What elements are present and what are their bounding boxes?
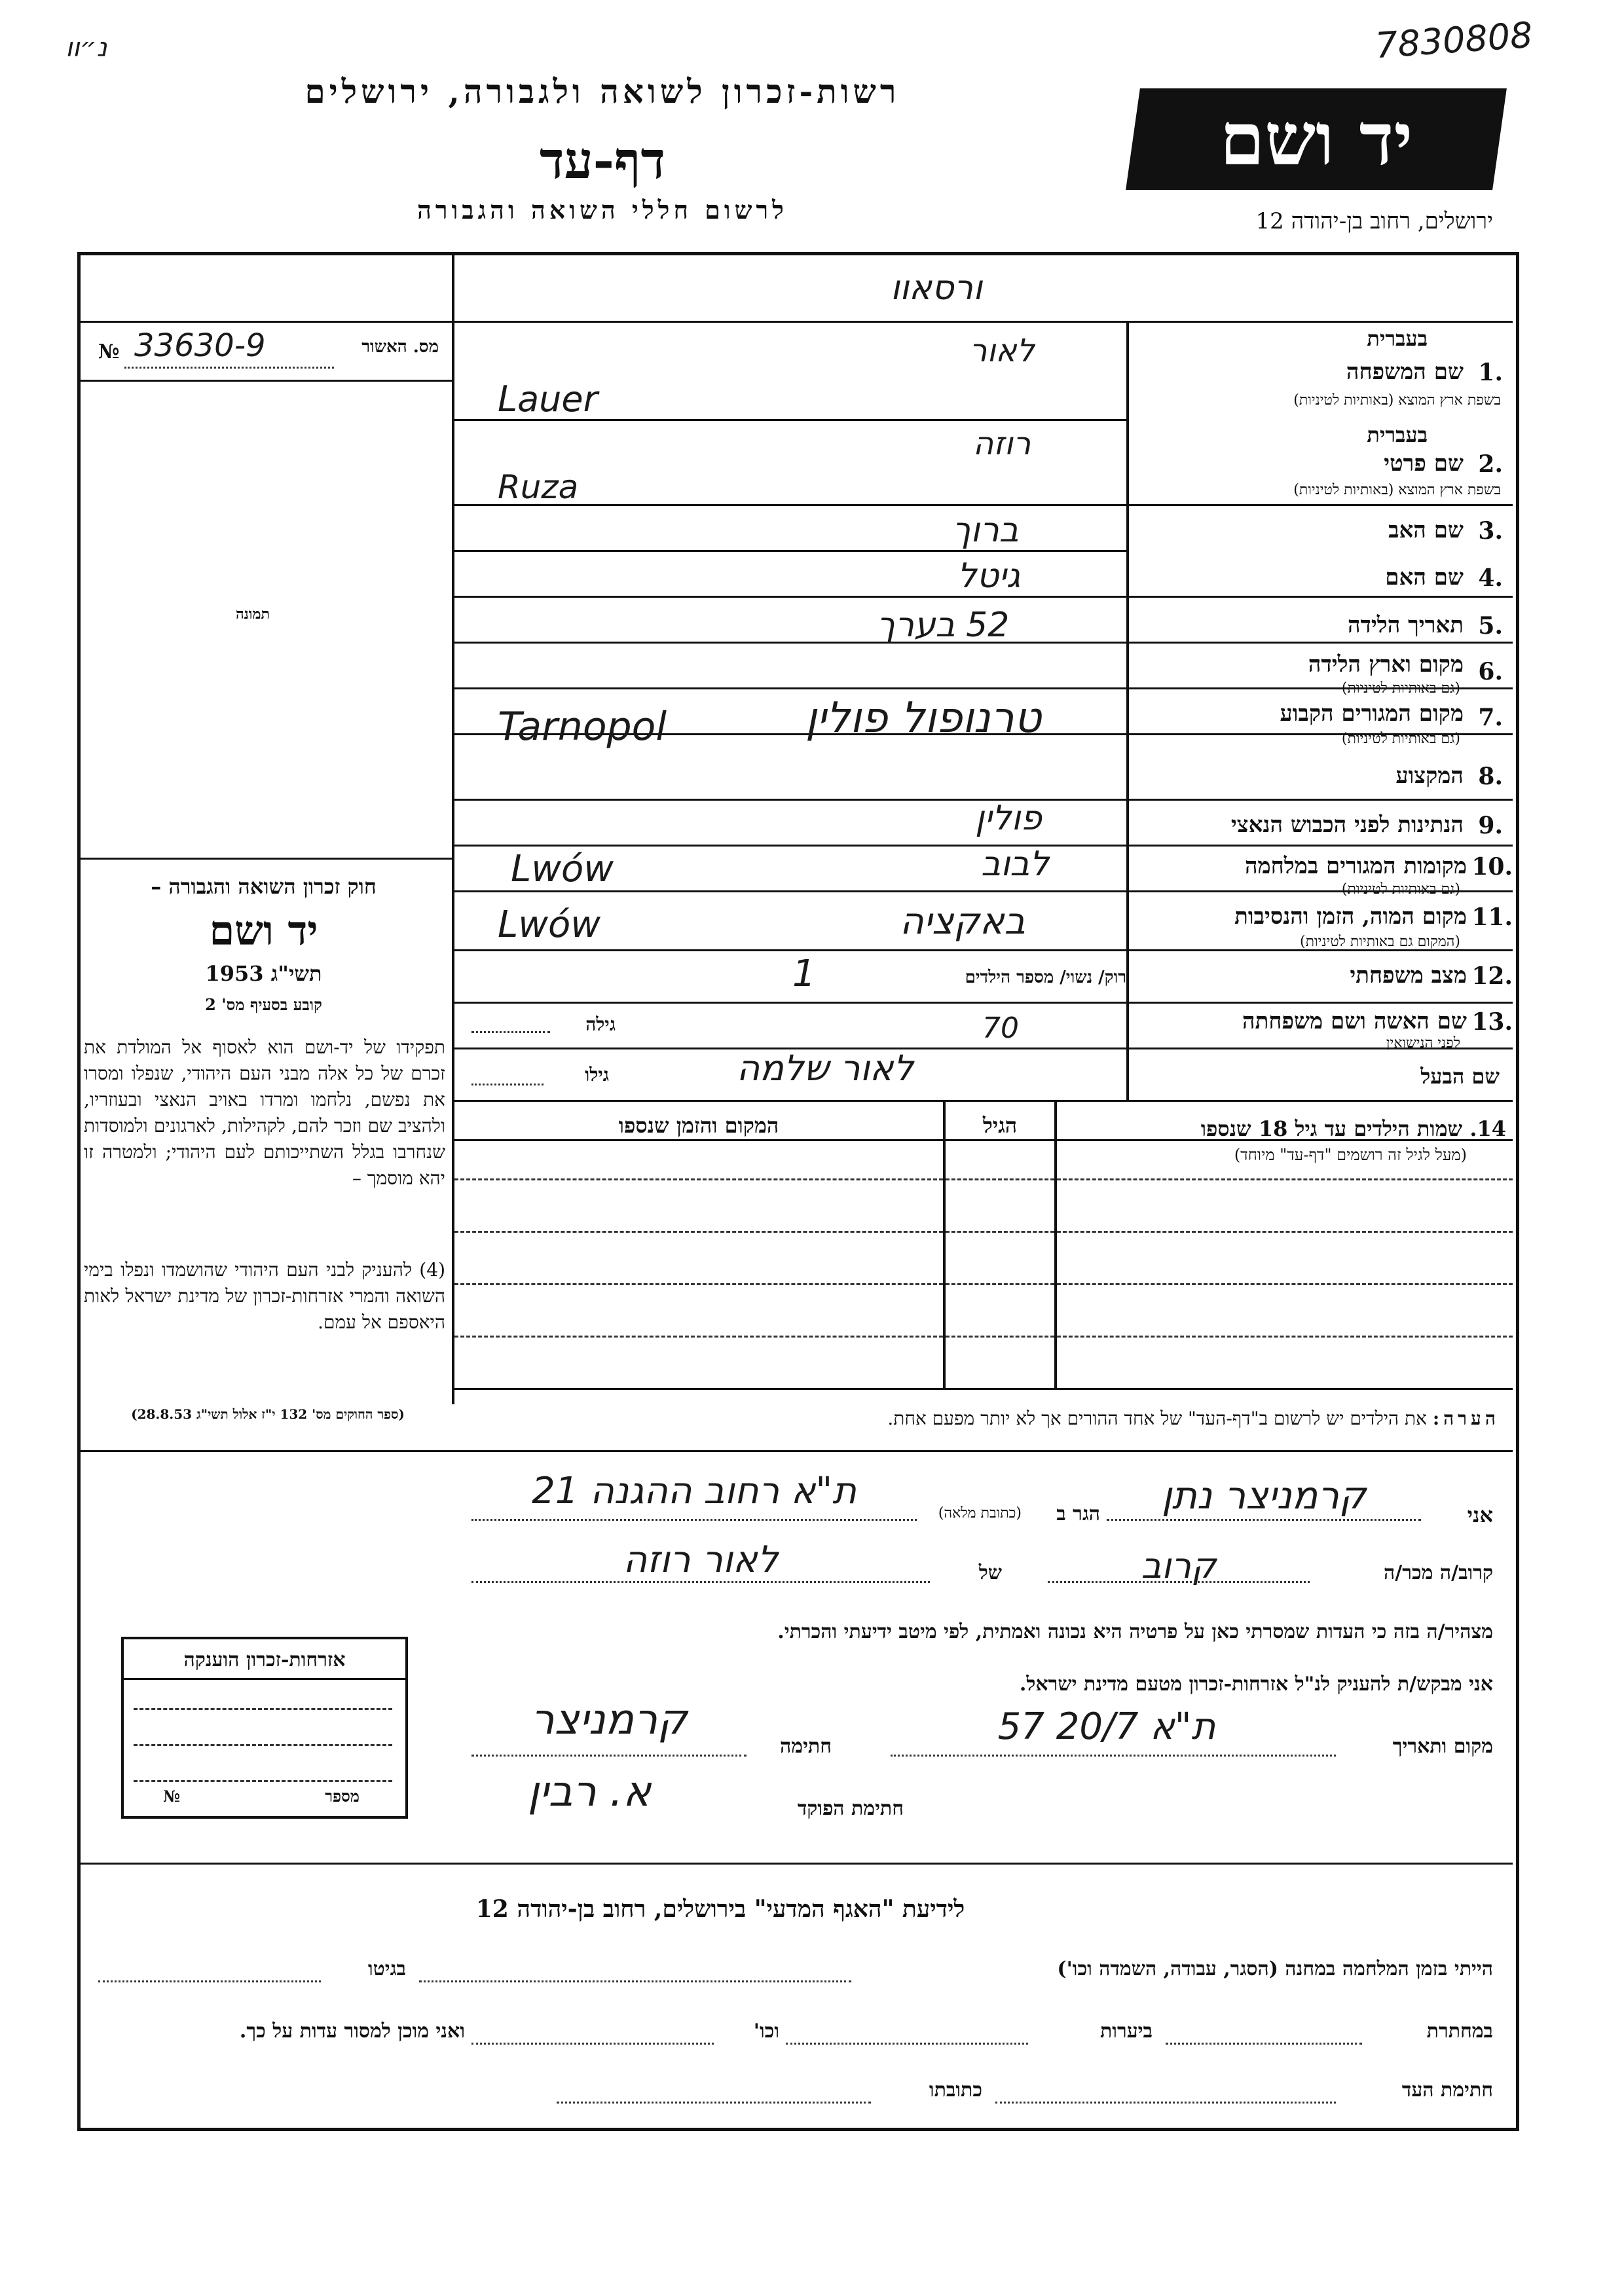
birth-date: 52 בערך <box>876 606 1010 645</box>
field-num-11: 11. <box>1471 903 1513 931</box>
label-wife-name: שם האשה ושם משפחתה <box>1242 1008 1467 1034</box>
official-signature-value: א. רבין <box>527 1768 652 1816</box>
husband-name: לאור שלמה <box>736 1048 914 1089</box>
decl-statement: מצהיר/ה בזה כי העדות שמסרתי כאן על פרטיה היא נכונה ואמתית, לפי מיטב ידיעתי והכרתי. <box>777 1620 1493 1643</box>
sub-birth-place: (גם באותיות לטיניות) <box>1341 680 1460 697</box>
signature-label: חתימה <box>780 1735 832 1758</box>
approval-label: מס. האשור <box>361 337 439 357</box>
logo-text: יד ושם <box>1219 97 1413 181</box>
label-father-name: שם האב <box>1388 517 1464 543</box>
sub-family-name: בשפת ארץ המוצא (באותיות לטיניות) <box>1293 392 1501 409</box>
bottom-line2-c: וכו' <box>753 2020 779 2043</box>
label-birth-date: תאריך הלידה <box>1347 612 1464 638</box>
approval-number: 33630-9 <box>134 327 266 364</box>
signature-value: קרמניצר <box>530 1696 688 1744</box>
decl-lives-value: ת"א רחוב ההגנה 21 <box>532 1470 857 1512</box>
label-marital-status: מצב משפחתי <box>1350 962 1467 989</box>
children-col-age: הגיל <box>982 1113 1018 1138</box>
law-title: חוק זכרון השואה והגבורה – <box>151 874 377 899</box>
field-num-9: 9. <box>1478 812 1503 839</box>
children-col-place: המקום והזמן שנספו <box>618 1113 779 1138</box>
bottom-line2-a: במחתרת <box>1426 2020 1493 2043</box>
address: ירושלים, רחוב בן-יהודה 12 <box>1255 208 1493 234</box>
decl-i-value: קרמניצר נתן <box>1161 1473 1367 1518</box>
children-sub: (מעל לגיל זה רושמים "דף-עד" מיוחד) <box>1234 1146 1467 1164</box>
sub-residence: (גם באותיות לטיניות) <box>1341 731 1460 747</box>
field-num-6: 6. <box>1478 658 1503 685</box>
decl-relative-label: קרוב/ה מכר/ה <box>1384 1561 1493 1584</box>
children-count: 1 <box>792 953 816 995</box>
lang-hebrew-1: בעברית <box>1367 326 1428 351</box>
bottom-line1-b: בגיטו <box>367 1958 406 1980</box>
sub-first-name: בשפת ארץ המוצא (באותיות לטיניות) <box>1293 482 1501 498</box>
archive-number: 7830808 <box>1374 14 1534 67</box>
law-text-2: (4) להעניק לבני העם היהודי שהושמדו ונפלו בימי השואה והמרי אזרחות-זכרון של מדינת ישראל לאות היאספם אל עמם. <box>84 1259 445 1333</box>
field-num-5: 5. <box>1478 612 1503 640</box>
law-name: יד ושם <box>209 907 318 955</box>
wife-age: 70 <box>982 1011 1019 1045</box>
family-name-latin: Lauer <box>498 378 598 420</box>
form-frame <box>77 252 1519 2131</box>
bottom-line1-a: הייתי בזמן המלחמה במחנה (הסגר, עבודה, השמדה וכו') <box>1057 1958 1493 1980</box>
bottom-title: לידיעת "האגף המדעי" בירושלים, רחוב בן-יהודה 12 <box>475 1895 965 1923</box>
page-subtitle: לרשום חללי השואה והגבורה <box>417 195 788 225</box>
mother-name: גיטל <box>957 556 1021 596</box>
law-year: תשי"ג 1953 <box>205 961 322 986</box>
note-label: הערה: <box>1432 1408 1500 1429</box>
top-handwritten: ורסאוו <box>890 268 983 308</box>
decl-of-label: של <box>978 1561 1002 1584</box>
field-num-3: 3. <box>1478 517 1503 545</box>
marital-options: רוק/ נשוי/ מספר הילדים <box>965 968 1126 987</box>
label-birth-place: מקום וארץ הלידה <box>1308 651 1464 678</box>
yad-vashem-logo <box>1126 88 1507 190</box>
decl-relative-value: קרוב <box>1141 1545 1217 1586</box>
label-profession: המקצוע <box>1395 763 1464 789</box>
sub-wife-name: לפני הנישואין <box>1386 1035 1460 1051</box>
field-num-7: 7. <box>1478 704 1503 731</box>
bottom-line2-b: ביערות <box>1099 2020 1153 2043</box>
death-place-latin: Lwów <box>498 903 601 946</box>
note <box>471 1408 1500 1430</box>
law-reference: (ספר החוקים מס' 132 י"ז אלול תשי"ג 28.8.53) <box>131 1406 405 1422</box>
field-num-1: 1. <box>1478 359 1503 386</box>
label-husband-name: שם הבעל <box>1420 1064 1500 1089</box>
citizenship-number-label: מספר <box>325 1787 360 1806</box>
decl-lives-sub: (כתובת מלאה) <box>938 1505 1022 1522</box>
field-num-13: 13. <box>1471 1008 1513 1036</box>
label-mother-name: שם האם <box>1385 564 1464 591</box>
war-residence-hebrew: לבוב <box>981 845 1049 884</box>
father-name: ברוך <box>952 511 1019 550</box>
place-date-label: מקום ותאריך <box>1392 1735 1493 1758</box>
official-signature-label: חתימת הפוקד <box>797 1797 904 1820</box>
page-title: דף-עד <box>540 131 665 191</box>
nationality: פולין <box>975 799 1042 838</box>
decl-request: אני מבקש/ת להעניק לנ"ל אזרחות-זכרון מטעם מדינת ישראל. <box>1019 1673 1493 1696</box>
label-residence: מקום המגורים הקבוע <box>1280 701 1464 727</box>
note-text: את הילדים יש לרשום ב"דף-העד" של אחד ההורים אך לא יותר מפעם אחת. <box>887 1408 1427 1429</box>
bottom-line3-a: חתימת העד <box>1401 2079 1493 2102</box>
first-name-latin: Ruza <box>498 468 579 506</box>
authority-title: רשות-זכרון לשואה ולגבורה, ירושלים <box>304 72 900 111</box>
field-num-2: 2. <box>1478 450 1503 478</box>
approval-no-symbol: № <box>98 340 120 363</box>
label-nationality: הנתינות לפני הכבוש הנאצי <box>1230 812 1464 838</box>
law-clause: קובע בסעיף מס' 2 <box>205 995 322 1014</box>
first-name-hebrew: רוזה <box>972 426 1031 462</box>
lang-hebrew-2: בעברית <box>1367 422 1428 447</box>
field-num-10: 10. <box>1471 853 1513 881</box>
citizenship-no-symbol: № <box>163 1787 181 1806</box>
sub-war-residence: (גם באותיות לטיניות) <box>1341 881 1460 898</box>
field-num-4: 4. <box>1478 564 1503 592</box>
war-residence-latin: Lwów <box>511 848 614 890</box>
corner-note: נ״וו <box>65 33 107 63</box>
decl-lives-label: הגר ב <box>1056 1503 1100 1525</box>
family-name-hebrew: לאור <box>969 333 1035 369</box>
photo-label: תמונה <box>236 606 270 623</box>
label-first-name: שם פרטי <box>1384 450 1464 477</box>
label-war-residence: מקומות המגורים במלחמה <box>1244 853 1467 879</box>
place-date-value: ת"א 20/7 57 <box>997 1705 1216 1748</box>
residence-latin: Tarnopol <box>498 704 667 750</box>
citizenship-box <box>121 1637 408 1819</box>
law-text: תפקידו של יד-ושם הוא לאסוף אל המולדת את זכרם של כל אלה מבני העם היהודי, שנפלו ומסרו את נפשם, נלחמו ומרדו באויב הנאצי ובעוזריו, ולהציב שם וזכר להם, לקהילות, לארגונים ולמוסדות שנחרבו בגלל השתייכותם לעם היהודי; ולמטרה זו יהא מוסמך – <box>84 1036 445 1189</box>
children-label: 14. שמות הילדים עד גיל 18 שנספו <box>1200 1116 1506 1141</box>
sub-death-place: (המקום גם באותיות לטיניות) <box>1300 934 1460 950</box>
residence-hebrew: טרנופול פולין <box>805 694 1042 742</box>
decl-i-label: אני <box>1467 1503 1493 1527</box>
citizenship-box-title: אזרחות-זכרון הוענקה <box>183 1649 346 1671</box>
death-circumstances: באקציה <box>900 900 1025 943</box>
bottom-line2-d: ואני מוכן למסור עדות על כך. <box>239 2020 465 2043</box>
field-num-12: 12. <box>1471 962 1513 990</box>
label-death-place: מקום המוה, הזמן והנסיבות <box>1234 903 1467 930</box>
field-num-8: 8. <box>1478 763 1503 790</box>
decl-of-value: לאור רוזה <box>623 1539 779 1581</box>
label-family-name: שם המשפחה <box>1346 359 1464 385</box>
husband-age-label: גילו <box>585 1064 609 1085</box>
wife-age-label: גילה <box>585 1013 616 1035</box>
bottom-line3-b: כתובתו <box>929 2079 982 2102</box>
